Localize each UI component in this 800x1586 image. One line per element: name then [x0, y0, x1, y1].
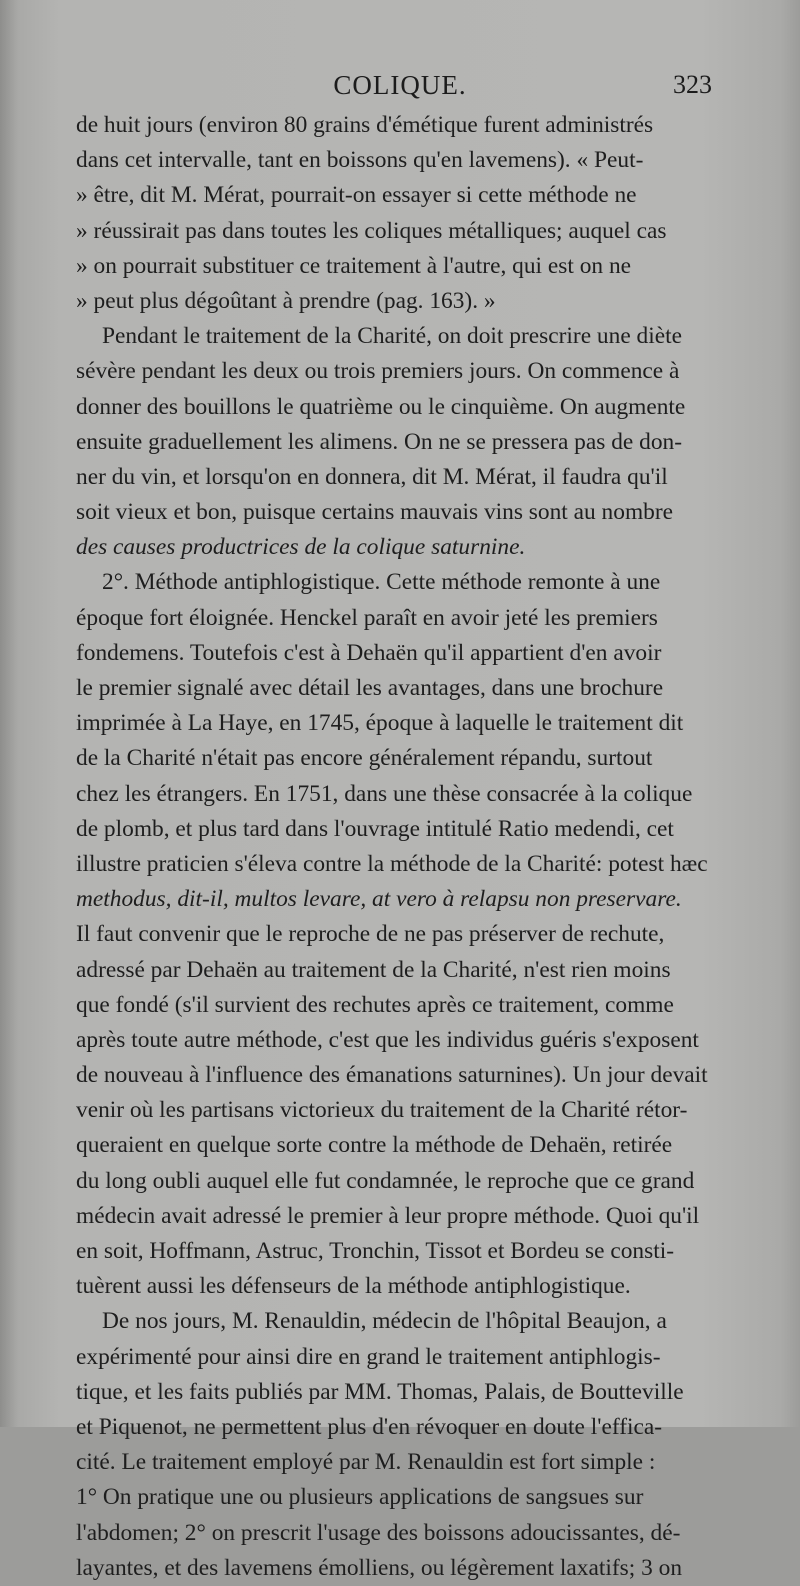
text-line: de la Charité n'était pas encore généralement répandu, surtout — [76, 745, 653, 772]
text-line: tique, et les faits publiés par MM. Thomas, Palais, de Boutteville — [76, 1378, 684, 1405]
page-number: 323 — [673, 70, 712, 99]
text-line: adressé par Dehaën au traitement de la Charité, n'est rien moins — [76, 956, 671, 983]
text-line: soit vieux et bon, puisque certains mauvais vins sont au nombre — [76, 499, 674, 526]
text-line: cité. Le traitement employé par M. Renauldin est fort simple : — [76, 1449, 656, 1476]
text-line: expérimenté pour ainsi dire en grand le traitement antiphlogis- — [76, 1343, 661, 1370]
text-line: » peut plus dégoûtant à prendre (pag. 163). » — [76, 287, 496, 314]
text-line: venir où les partisans victorieux du traitement de la Charité rétor- — [76, 1097, 688, 1124]
text-line: le premier signalé avec détail les avantages, dans une brochure — [76, 675, 664, 701]
text-line: methodus, dit-il, multos levare, at vero à relapsu non preservare. — [76, 886, 682, 913]
text-line: médecin avait adressé le premier à leur propre méthode. Quoi qu'il — [76, 1202, 700, 1229]
page-header — [0, 70, 800, 110]
text-line: dans cet intervalle, tant en boissons qu'en lavemens). « Peut- — [76, 147, 644, 174]
text-line: que fondé (s'il survient des rechutes après ce traitement, comme — [76, 991, 674, 1018]
text-line: de nouveau à l'influence des émanations saturnines). Un jour devait — [76, 1062, 708, 1089]
text-line: fondemens. Toutefois c'est à Dehaën qu'il appartient d'en avoir — [76, 639, 662, 666]
text-line: ensuite graduellement les alimens. On ne se pressera pas de don- — [76, 428, 683, 455]
text-line: l'abdomen; 2° on prescrit l'usage des boissons adoucissantes, dé- — [76, 1519, 681, 1546]
running-title: COLIQUE. — [333, 70, 467, 100]
text-line: ner du vin, et lorsqu'on en donnera, dit M. Mérat, il faudra qu'il — [76, 463, 668, 490]
text-line: en soit, Hoffmann, Astruc, Tronchin, Tissot et Bordeu se consti- — [76, 1238, 674, 1264]
text-line: » on pourrait substituer ce traitement à l'autre, qui est on ne — [76, 252, 632, 279]
text-line: Il faut convenir que le reproche de ne pas préserver de rechute, — [76, 921, 665, 948]
text-line: après toute autre méthode, c'est que les individus guéris s'exposent — [76, 1026, 699, 1053]
text-line: imprimée à La Haye, en 1745, époque à laquelle le traitement dit — [76, 710, 684, 737]
text-line: des causes productrices de la colique saturnine. — [76, 534, 526, 561]
text-line: du long oubli auquel elle fut condamnée, le reproche que ce grand — [76, 1167, 695, 1194]
text-line: Pendant le traitement de la Charité, on doit prescrire une diète — [102, 323, 683, 350]
text-line: » réussirait pas dans toutes les coliques métalliques; auquel cas — [76, 217, 667, 244]
text-line: de plomb, et plus tard dans l'ouvrage intitulé Ratio medendi, cet — [76, 815, 674, 842]
text-line: » être, dit M. Mérat, pourrait-on essayer si cette méthode ne — [76, 182, 637, 209]
text-line: tuèrent aussi les défenseurs de la méthode antiphlogistique. — [76, 1273, 631, 1300]
text-line: layantes, et des lavemens émolliens, ou légèrement laxatifs; 3 on — [76, 1554, 683, 1581]
text-line: De nos jours, M. Renauldin, médecin de l'hôpital Beaujon, a — [102, 1308, 667, 1335]
text-line: chez les étrangers. En 1751, dans une thèse consacrée à la colique — [76, 780, 693, 807]
text-line: sévère pendant les deux ou trois premiers jours. On commence à — [76, 358, 680, 385]
text-line: illustre praticien s'éleva contre la méthode de la Charité: potest hæc — [76, 850, 708, 877]
text-line: époque fort éloignée. Henckel paraît en avoir jeté les premiers — [76, 604, 658, 631]
text-line: et Piquenot, ne permettent plus d'en révoquer en doute l'effica- — [76, 1413, 663, 1440]
body-text — [76, 108, 712, 1586]
text-line: de huit jours (environ 80 grains d'émétique furent administrés — [76, 112, 654, 138]
text-line: 1° On pratique une ou plusieurs applications de sangsues sur — [76, 1484, 644, 1511]
text-line: donner des bouillons le quatrième ou le cinquième. On augmente — [76, 393, 686, 420]
text-line: queraient en quelque sorte contre la méthode de Dehaën, retirée — [76, 1132, 673, 1159]
text-line: 2°. Méthode antiphlogistique. Cette méthode remonte à une — [102, 569, 661, 596]
